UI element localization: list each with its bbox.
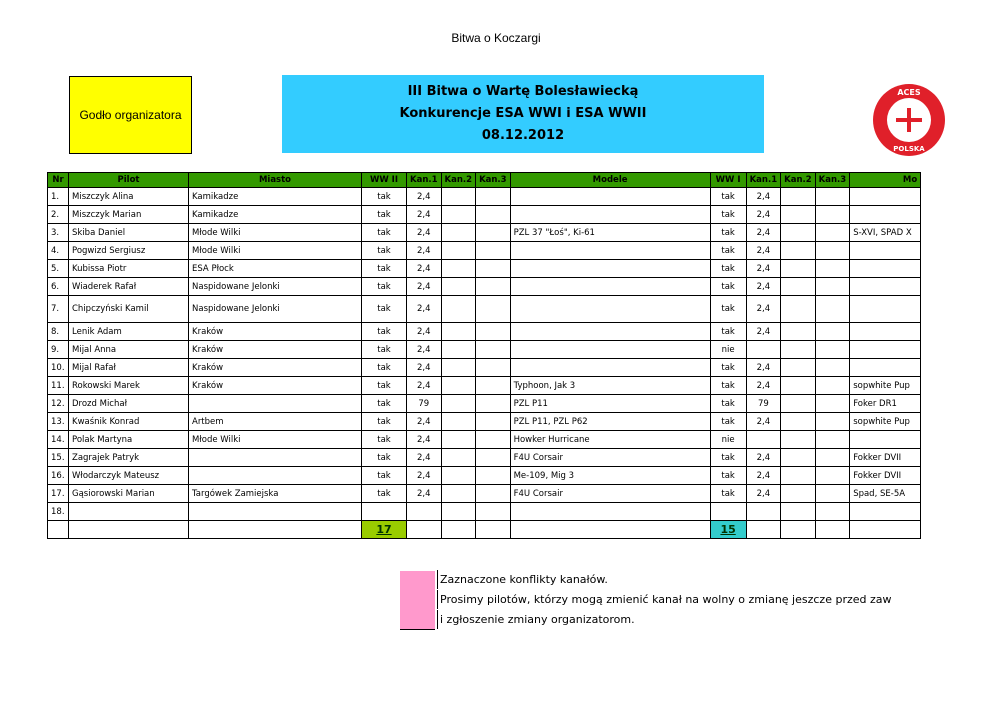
pilot-city: Kamikadze [189,206,362,224]
ww1-flag: tak [710,359,746,377]
row-nr: 3. [48,224,69,242]
channel1: 2,4 [407,341,442,359]
table-row [48,395,921,413]
ww1-flag: tak [710,467,746,485]
channel1: 2,4 [407,296,442,323]
pilot-city: Młode Wilki [189,224,362,242]
col-models: Modele [510,173,710,188]
pilot-name: Polak Martyna [69,431,189,449]
channel2 [441,503,476,521]
ww1-flag: tak [710,323,746,341]
row-nr: 17. [48,485,69,503]
channel1-ww1: 2,4 [746,413,781,431]
ww2-models: F4U Corsair [510,449,710,467]
ww2-models [510,242,710,260]
channel1-ww1: 2,4 [746,449,781,467]
channel2-ww1 [781,359,816,377]
channel1: 2,4 [407,467,442,485]
channel2 [441,206,476,224]
col-pilot: Pilot [69,173,189,188]
ww1-flag: nie [710,431,746,449]
pilot-name: Wiaderek Rafał [69,278,189,296]
table-row [48,377,921,395]
total-ww1: 15 [710,521,746,539]
pilot-name: Rokowski Marek [69,377,189,395]
channel3-ww1 [815,224,850,242]
legend-line-3: i zgłoszenie zmiany organizatorom. [437,610,920,629]
channel1: 2,4 [407,485,442,503]
ww2-flag: tak [362,242,407,260]
row-nr: 15. [48,449,69,467]
channel3-ww1 [815,242,850,260]
pilot-name: Skiba Daniel [69,224,189,242]
event-date: 08.12.2012 [481,128,565,143]
row-nr: 7. [48,296,69,323]
ww2-models [510,188,710,206]
channel1: 2,4 [407,242,442,260]
channel3 [476,278,511,296]
organizer-emblem-placeholder [69,76,192,154]
channel1-ww1: 79 [746,395,781,413]
logo-top-text: ACES [897,88,921,97]
table-row [48,413,921,431]
pilot-name [69,503,189,521]
pilot-city: Targówek Zamiejska [189,485,362,503]
ww1-flag: tak [710,224,746,242]
pilot-name: Kubissa Piotr [69,260,189,278]
ww1-flag: tak [710,278,746,296]
ww2-flag: tak [362,485,407,503]
channel2 [441,431,476,449]
channel2-ww1 [781,467,816,485]
channel1-ww1: 2,4 [746,377,781,395]
ww1-models [850,278,921,296]
ww2-flag: tak [362,224,407,242]
row-nr: 6. [48,278,69,296]
col-nr: Nr [48,173,69,188]
logo-bottom-text: POLSKA [893,145,925,153]
ww2-models [510,359,710,377]
pilot-name: Zagrajek Patryk [69,449,189,467]
channel2 [441,413,476,431]
ww2-flag: tak [362,323,407,341]
pilot-name: Mijal Rafał [69,359,189,377]
channel2 [441,188,476,206]
legend-line-2: Prosimy pilotów, którzy mogą zmienić kanał na wolny o zmianę jeszcze przed zaw [437,590,920,609]
ww1-models [850,503,921,521]
pilot-city [189,467,362,485]
channel3 [476,431,511,449]
channel2 [441,395,476,413]
ww1-models: sopwhite Pup [850,413,921,431]
table-row [48,323,921,341]
ww2-flag: tak [362,188,407,206]
channel2 [441,485,476,503]
channel1-ww1: 2,4 [746,242,781,260]
row-nr: 11. [48,377,69,395]
pilot-name: Pogwizd Sergiusz [69,242,189,260]
channel3 [476,359,511,377]
row-nr: 18. [48,503,69,521]
row-nr: 1. [48,188,69,206]
pilot-name: Chipczyński Kamil [69,296,189,323]
pilot-city: Naspidowane Jelonki [189,278,362,296]
ww1-flag: tak [710,395,746,413]
channel3-ww1 [815,449,850,467]
pilot-city: Artbem [189,413,362,431]
row-nr: 4. [48,242,69,260]
row-nr: 9. [48,341,69,359]
channel2 [441,278,476,296]
channel1-ww1: 2,4 [746,323,781,341]
table-row [48,224,921,242]
channel1: 2,4 [407,377,442,395]
pilot-city [189,449,362,467]
col-city: Miasto [189,173,362,188]
conflict-legend-swatch [400,571,435,630]
ww1-models [850,341,921,359]
row-nr: 10. [48,359,69,377]
channel1-ww1: 2,4 [746,296,781,323]
channel1: 2,4 [407,359,442,377]
ww2-models: PZL P11 [510,395,710,413]
pilot-city: Kraków [189,341,362,359]
channel1: 2,4 [407,449,442,467]
pilot-city: ESA Płock [189,260,362,278]
ww2-flag: tak [362,431,407,449]
channel1-ww1 [746,341,781,359]
channel3 [476,242,511,260]
ww2-flag: tak [362,260,407,278]
channel3 [476,449,511,467]
table-row [48,296,921,323]
channel1-ww1 [746,503,781,521]
aces-polska-logo [864,80,954,160]
ww2-flag: tak [362,359,407,377]
channel1: 2,4 [407,188,442,206]
ww1-models [850,206,921,224]
page-title: Bitwa o Koczargi [451,31,541,45]
ww2-flag: tak [362,395,407,413]
channel3 [476,485,511,503]
ww1-flag [710,503,746,521]
pilot-city: Naspidowane Jelonki [189,296,362,323]
table-row [48,467,921,485]
channel3-ww1 [815,278,850,296]
channel2 [441,377,476,395]
channel3 [476,395,511,413]
pilot-name: Gąsiorowski Marian [69,485,189,503]
table-row [48,449,921,467]
row-nr: 16. [48,467,69,485]
channel1-ww1: 2,4 [746,188,781,206]
pilot-name: Lenik Adam [69,323,189,341]
channel3 [476,503,511,521]
channel2-ww1 [781,323,816,341]
channel1: 2,4 [407,413,442,431]
channel3-ww1 [815,359,850,377]
channel2-ww1 [781,242,816,260]
ww1-models: Fokker DVII [850,449,921,467]
channel1: 2,4 [407,260,442,278]
table-row [48,341,921,359]
row-nr: 12. [48,395,69,413]
channel2-ww1 [781,431,816,449]
col-ww2: WW II [362,173,407,188]
row-nr: 8. [48,323,69,341]
channel1-ww1: 2,4 [746,467,781,485]
ww1-flag: tak [710,260,746,278]
channel2-ww1 [781,260,816,278]
ww1-models [850,188,921,206]
channel3 [476,206,511,224]
channel3-ww1 [815,467,850,485]
pilot-city: Kraków [189,359,362,377]
channel2 [441,323,476,341]
pilot-city: Kamikadze [189,188,362,206]
table-row [48,206,921,224]
channel2 [441,359,476,377]
event-header [282,75,764,153]
channel3 [476,224,511,242]
ww2-models [510,296,710,323]
channel2-ww1 [781,188,816,206]
table-row [48,242,921,260]
event-competitions: Konkurencje ESA WWI i ESA WWII [399,106,647,121]
channel3 [476,260,511,278]
channel2 [441,260,476,278]
table-row [48,278,921,296]
channel1-ww1 [746,431,781,449]
ww2-flag: tak [362,296,407,323]
channel1-ww1: 2,4 [746,224,781,242]
ww1-models [850,260,921,278]
ww2-flag: tak [362,449,407,467]
ww1-models [850,296,921,323]
pilot-city: Młode Wilki [189,431,362,449]
channel3 [476,413,511,431]
ww2-models: PZL P11, PZL P62 [510,413,710,431]
ww2-models [510,341,710,359]
row-nr: 14. [48,431,69,449]
ww2-flag: tak [362,206,407,224]
pilot-name: Kwaśnik Konrad [69,413,189,431]
table-row [48,260,921,278]
ww1-flag: tak [710,242,746,260]
row-nr: 13. [48,413,69,431]
channel1-ww1: 2,4 [746,485,781,503]
pilot-name: Miszczyk Alina [69,188,189,206]
ww1-flag: tak [710,206,746,224]
pilot-name: Włodarczyk Mateusz [69,467,189,485]
ww2-models: Howker Hurricane [510,431,710,449]
channel2-ww1 [781,341,816,359]
channel3 [476,296,511,323]
ww2-flag: tak [362,467,407,485]
ww1-flag: nie [710,341,746,359]
pilot-table [47,172,921,539]
channel1-ww1: 2,4 [746,260,781,278]
channel2 [441,296,476,323]
col-channel2: Kan.2 [441,173,476,188]
col-ww1: WW I [710,173,746,188]
channel3 [476,323,511,341]
pilot-city: Młode Wilki [189,242,362,260]
col-channel3: Kan.3 [476,173,511,188]
channel2 [441,341,476,359]
ww2-models: F4U Corsair [510,485,710,503]
channel3-ww1 [815,188,850,206]
channel3-ww1 [815,503,850,521]
table-header-row [48,173,921,188]
total-ww2: 17 [362,521,407,539]
channel3-ww1 [815,377,850,395]
col-channel2-ww1: Kan.2 [781,173,816,188]
ww1-flag: tak [710,377,746,395]
channel3 [476,188,511,206]
legend-line-1: Zaznaczone konflikty kanałów. [437,570,920,589]
ww2-flag [362,503,407,521]
ww2-flag: tak [362,341,407,359]
ww2-models [510,206,710,224]
channel2 [441,242,476,260]
ww1-flag: tak [710,296,746,323]
ww2-flag: tak [362,278,407,296]
channel3-ww1 [815,260,850,278]
ww1-flag: tak [710,485,746,503]
row-nr: 5. [48,260,69,278]
channel2 [441,224,476,242]
pilot-name: Drozd Michał [69,395,189,413]
ww2-flag: tak [362,413,407,431]
col-channel1: Kan.1 [407,173,442,188]
emblem-label: Godło organizatora [79,108,182,122]
channel3-ww1 [815,413,850,431]
channel1-ww1: 2,4 [746,206,781,224]
ww2-models [510,323,710,341]
ww1-models: Foker DR1 [850,395,921,413]
channel1-ww1: 2,4 [746,278,781,296]
pilot-name: Miszczyk Marian [69,206,189,224]
totals-row [48,521,921,539]
channel2-ww1 [781,449,816,467]
table-row [48,503,921,521]
col-channel1-ww1: Kan.1 [746,173,781,188]
channel2 [441,449,476,467]
channel3-ww1 [815,323,850,341]
channel1-ww1: 2,4 [746,359,781,377]
ww1-models: sopwhite Pup [850,377,921,395]
channel1: 2,4 [407,431,442,449]
pilot-city [189,395,362,413]
event-title: III Bitwa o Wartę Bolesławiecką [407,84,639,99]
channel2-ww1 [781,377,816,395]
ww2-models: Typhoon, Jak 3 [510,377,710,395]
channel3 [476,377,511,395]
channel1: 79 [407,395,442,413]
channel1: 2,4 [407,323,442,341]
channel2-ww1 [781,413,816,431]
ww1-models: Spad, SE-5A [850,485,921,503]
ww2-models: Me-109, Mig 3 [510,467,710,485]
pilot-name: Mijal Anna [69,341,189,359]
ww1-flag: tak [710,188,746,206]
ww2-flag: tak [362,377,407,395]
ww1-flag: tak [710,449,746,467]
channel1: 2,4 [407,224,442,242]
channel3-ww1 [815,485,850,503]
channel3-ww1 [815,431,850,449]
table-row [48,188,921,206]
ww2-models [510,278,710,296]
ww1-models [850,242,921,260]
ww2-models: PZL 37 "Łoś", Ki-61 [510,224,710,242]
channel3-ww1 [815,206,850,224]
ww1-models [850,431,921,449]
ww2-models [510,503,710,521]
channel2-ww1 [781,503,816,521]
ww1-models [850,323,921,341]
channel1: 2,4 [407,206,442,224]
pilot-city [189,503,362,521]
pilot-city: Kraków [189,377,362,395]
pilot-city: Kraków [189,323,362,341]
channel2-ww1 [781,296,816,323]
ww2-models [510,260,710,278]
channel3 [476,341,511,359]
channel2-ww1 [781,485,816,503]
ww1-flag: tak [710,413,746,431]
ww1-models: S-XVI, SPAD X [850,224,921,242]
table-row [48,359,921,377]
channel3 [476,467,511,485]
channel2-ww1 [781,278,816,296]
col-channel3-ww1: Kan.3 [815,173,850,188]
channel2-ww1 [781,224,816,242]
col-models-ww1: Mo [850,173,921,188]
channel3-ww1 [815,296,850,323]
row-nr: 2. [48,206,69,224]
channel3-ww1 [815,341,850,359]
ww1-models [850,359,921,377]
table-row [48,431,921,449]
channel3-ww1 [815,395,850,413]
channel2-ww1 [781,395,816,413]
channel2 [441,467,476,485]
ww1-models: Fokker DVII [850,467,921,485]
channel1: 2,4 [407,278,442,296]
table-row [48,485,921,503]
channel1 [407,503,442,521]
channel2-ww1 [781,206,816,224]
